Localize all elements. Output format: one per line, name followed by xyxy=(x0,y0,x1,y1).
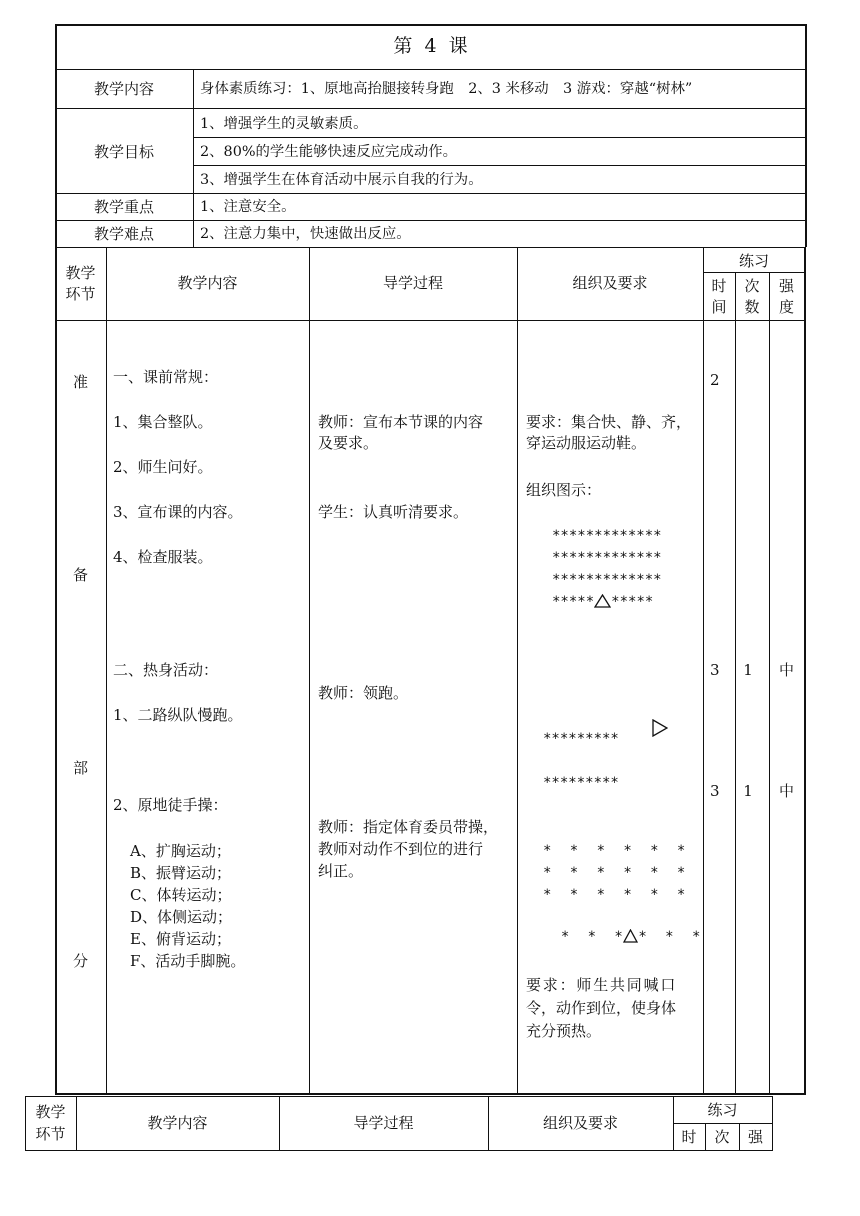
guide-1-l2: 及要求。 xyxy=(318,434,379,452)
rule xyxy=(769,272,770,1094)
guide-4-l1: 教师：指定体育委员带操， xyxy=(318,818,499,836)
rule xyxy=(25,1150,773,1151)
footer-content: 教学内容 xyxy=(147,1114,208,1132)
rule xyxy=(193,137,806,138)
grid-row-4 xyxy=(543,907,701,947)
content-value: 身体素质练习：1、原地高抬腿接转身跑 2、3 米移动 3 游戏：穿越“树林” xyxy=(200,81,693,97)
header-time-l2: 间 xyxy=(711,298,727,316)
practice-time-3: 3 xyxy=(710,782,720,800)
header-practice: 练习 xyxy=(738,252,769,270)
rule xyxy=(309,247,310,1094)
goal-3: 3、增强学生在体育活动中展示自我的行为。 xyxy=(200,172,483,188)
formation-row-4-left: ***** xyxy=(552,594,595,610)
guide-2: 学生：认真听清要求。 xyxy=(318,503,469,521)
rule xyxy=(673,1123,773,1124)
formation-row-4-right: ***** xyxy=(611,594,654,610)
rule xyxy=(193,69,194,247)
guide-4-l2: 教师对动作不到位的进行 xyxy=(318,840,484,858)
run-direction-triangle-icon xyxy=(652,719,668,737)
teacher-triangle-icon xyxy=(623,929,638,943)
header-section-l2: 环节 xyxy=(65,285,96,303)
key-label: 教学重点 xyxy=(93,198,154,216)
content-heading-2: 二、热身活动： xyxy=(113,661,219,679)
rule xyxy=(517,247,518,1094)
content-sub-f: F、活动手脚腕。 xyxy=(130,952,246,970)
header-intensity-l1: 强 xyxy=(778,277,794,295)
difficult-label: 教学难点 xyxy=(93,225,154,243)
org-req1-l2: 穿运动服运动鞋。 xyxy=(526,434,647,452)
footer-time: 时 xyxy=(681,1128,697,1146)
content-item-4: 4、检查服装。 xyxy=(113,548,213,566)
rule xyxy=(55,247,806,248)
header-count-l1: 次 xyxy=(744,277,760,295)
key-value: 1、注意安全。 xyxy=(200,199,296,215)
practice-count-2: 1 xyxy=(743,661,753,679)
content-sub-b: B、振臂运动； xyxy=(130,864,232,882)
rule xyxy=(55,320,805,321)
content-sub-e: E、俯背运动； xyxy=(130,930,231,948)
lesson-title: 第 4 课 xyxy=(393,35,468,57)
run-row-2: ********* xyxy=(543,775,619,791)
header-time-l1: 时 xyxy=(711,277,727,295)
grid-row-3: * * * * * * xyxy=(543,887,686,903)
content-heading-1: 一、课前常规： xyxy=(113,368,219,386)
table-right-border-lower xyxy=(804,247,806,1094)
section-char-1: 准 xyxy=(72,373,88,391)
footer-intensity: 强 xyxy=(747,1128,763,1146)
org-req2-l1: 要求：师生共同喊口 xyxy=(526,976,678,994)
run-row-1: ********* xyxy=(543,731,619,747)
content-sub-a: A、扩胸运动； xyxy=(130,842,231,860)
header-content: 教学内容 xyxy=(177,274,238,292)
goal-2: 2、80%的学生能够快速反应完成动作。 xyxy=(200,144,458,160)
content-warmup-1: 1、二路纵队慢跑。 xyxy=(113,706,243,724)
guide-3: 教师：领跑。 xyxy=(318,684,409,702)
rule xyxy=(703,247,704,1094)
footer-section-l1: 教学 xyxy=(35,1103,66,1121)
content-item-2: 2、师生问好。 xyxy=(113,458,213,476)
section-char-2: 备 xyxy=(72,566,88,584)
org-req2-l3: 充分预热。 xyxy=(526,1022,602,1040)
org-req1-l1: 要求：集合快、静、齐， xyxy=(526,413,692,431)
header-section-l1: 教学 xyxy=(65,264,96,282)
rule xyxy=(55,69,806,70)
practice-intensity-3: 中 xyxy=(778,782,794,800)
table-top-border xyxy=(55,24,806,26)
grid-row-1: * * * * * * xyxy=(543,843,686,859)
content-warmup-2: 2、原地徒手操： xyxy=(113,796,228,814)
difficult-value: 2、注意力集中，快速做出反应。 xyxy=(200,226,411,242)
org-diagram-label: 组织图示： xyxy=(526,481,602,499)
rule xyxy=(55,193,806,194)
content-item-3: 3、宣布课的内容。 xyxy=(113,503,243,521)
header-org: 组织及要求 xyxy=(572,274,648,292)
content-sub-d: D、体侧运动； xyxy=(130,908,233,926)
formation-row-1: ************* xyxy=(552,528,662,544)
footer-org: 组织及要求 xyxy=(542,1114,618,1132)
content-sub-c: C、体转运动； xyxy=(130,886,232,904)
grid-row-4-right: * * * xyxy=(638,929,701,945)
practice-time-1: 2 xyxy=(710,371,720,389)
teacher-triangle-icon xyxy=(594,594,611,608)
footer-section-l2: 环节 xyxy=(35,1125,66,1143)
rule xyxy=(55,1093,806,1095)
formation-row-2: ************* xyxy=(552,550,662,566)
rule xyxy=(772,1096,773,1150)
practice-count-3: 1 xyxy=(743,782,753,800)
formation-row-4 xyxy=(552,592,653,612)
goal-1: 1、增强学生的灵敏素质。 xyxy=(200,116,368,132)
grid-row-4-left: * * * xyxy=(560,929,624,945)
goal-label: 教学目标 xyxy=(93,143,154,161)
footer-practice: 练习 xyxy=(707,1101,738,1119)
header-guide: 导学过程 xyxy=(382,274,443,292)
guide-4-l3: 纠正。 xyxy=(318,862,364,880)
content-item-1: 1、集合整队。 xyxy=(113,413,213,431)
rule xyxy=(55,220,806,221)
rule xyxy=(193,165,806,166)
table-left-border xyxy=(55,24,57,1094)
content-label: 教学内容 xyxy=(93,80,154,98)
section-char-3: 部 xyxy=(72,759,88,777)
footer-guide: 导学过程 xyxy=(353,1114,414,1132)
org-req2-l2: 令，动作到位，使身体 xyxy=(526,999,677,1017)
footer-count: 次 xyxy=(714,1128,730,1146)
grid-row-2: * * * * * * xyxy=(543,865,686,881)
guide-1-l1: 教师：宣布本节课的内容 xyxy=(318,413,484,431)
practice-intensity-2: 中 xyxy=(778,661,794,679)
practice-time-2: 3 xyxy=(710,661,720,679)
header-count-l2: 数 xyxy=(744,298,760,316)
header-intensity-l2: 度 xyxy=(778,298,794,316)
section-char-4: 分 xyxy=(72,952,88,970)
rule xyxy=(25,1096,773,1097)
rule xyxy=(703,272,805,273)
rule xyxy=(735,272,736,1094)
rule xyxy=(106,247,107,1094)
rule xyxy=(55,108,806,109)
formation-row-3: ************* xyxy=(552,572,662,588)
